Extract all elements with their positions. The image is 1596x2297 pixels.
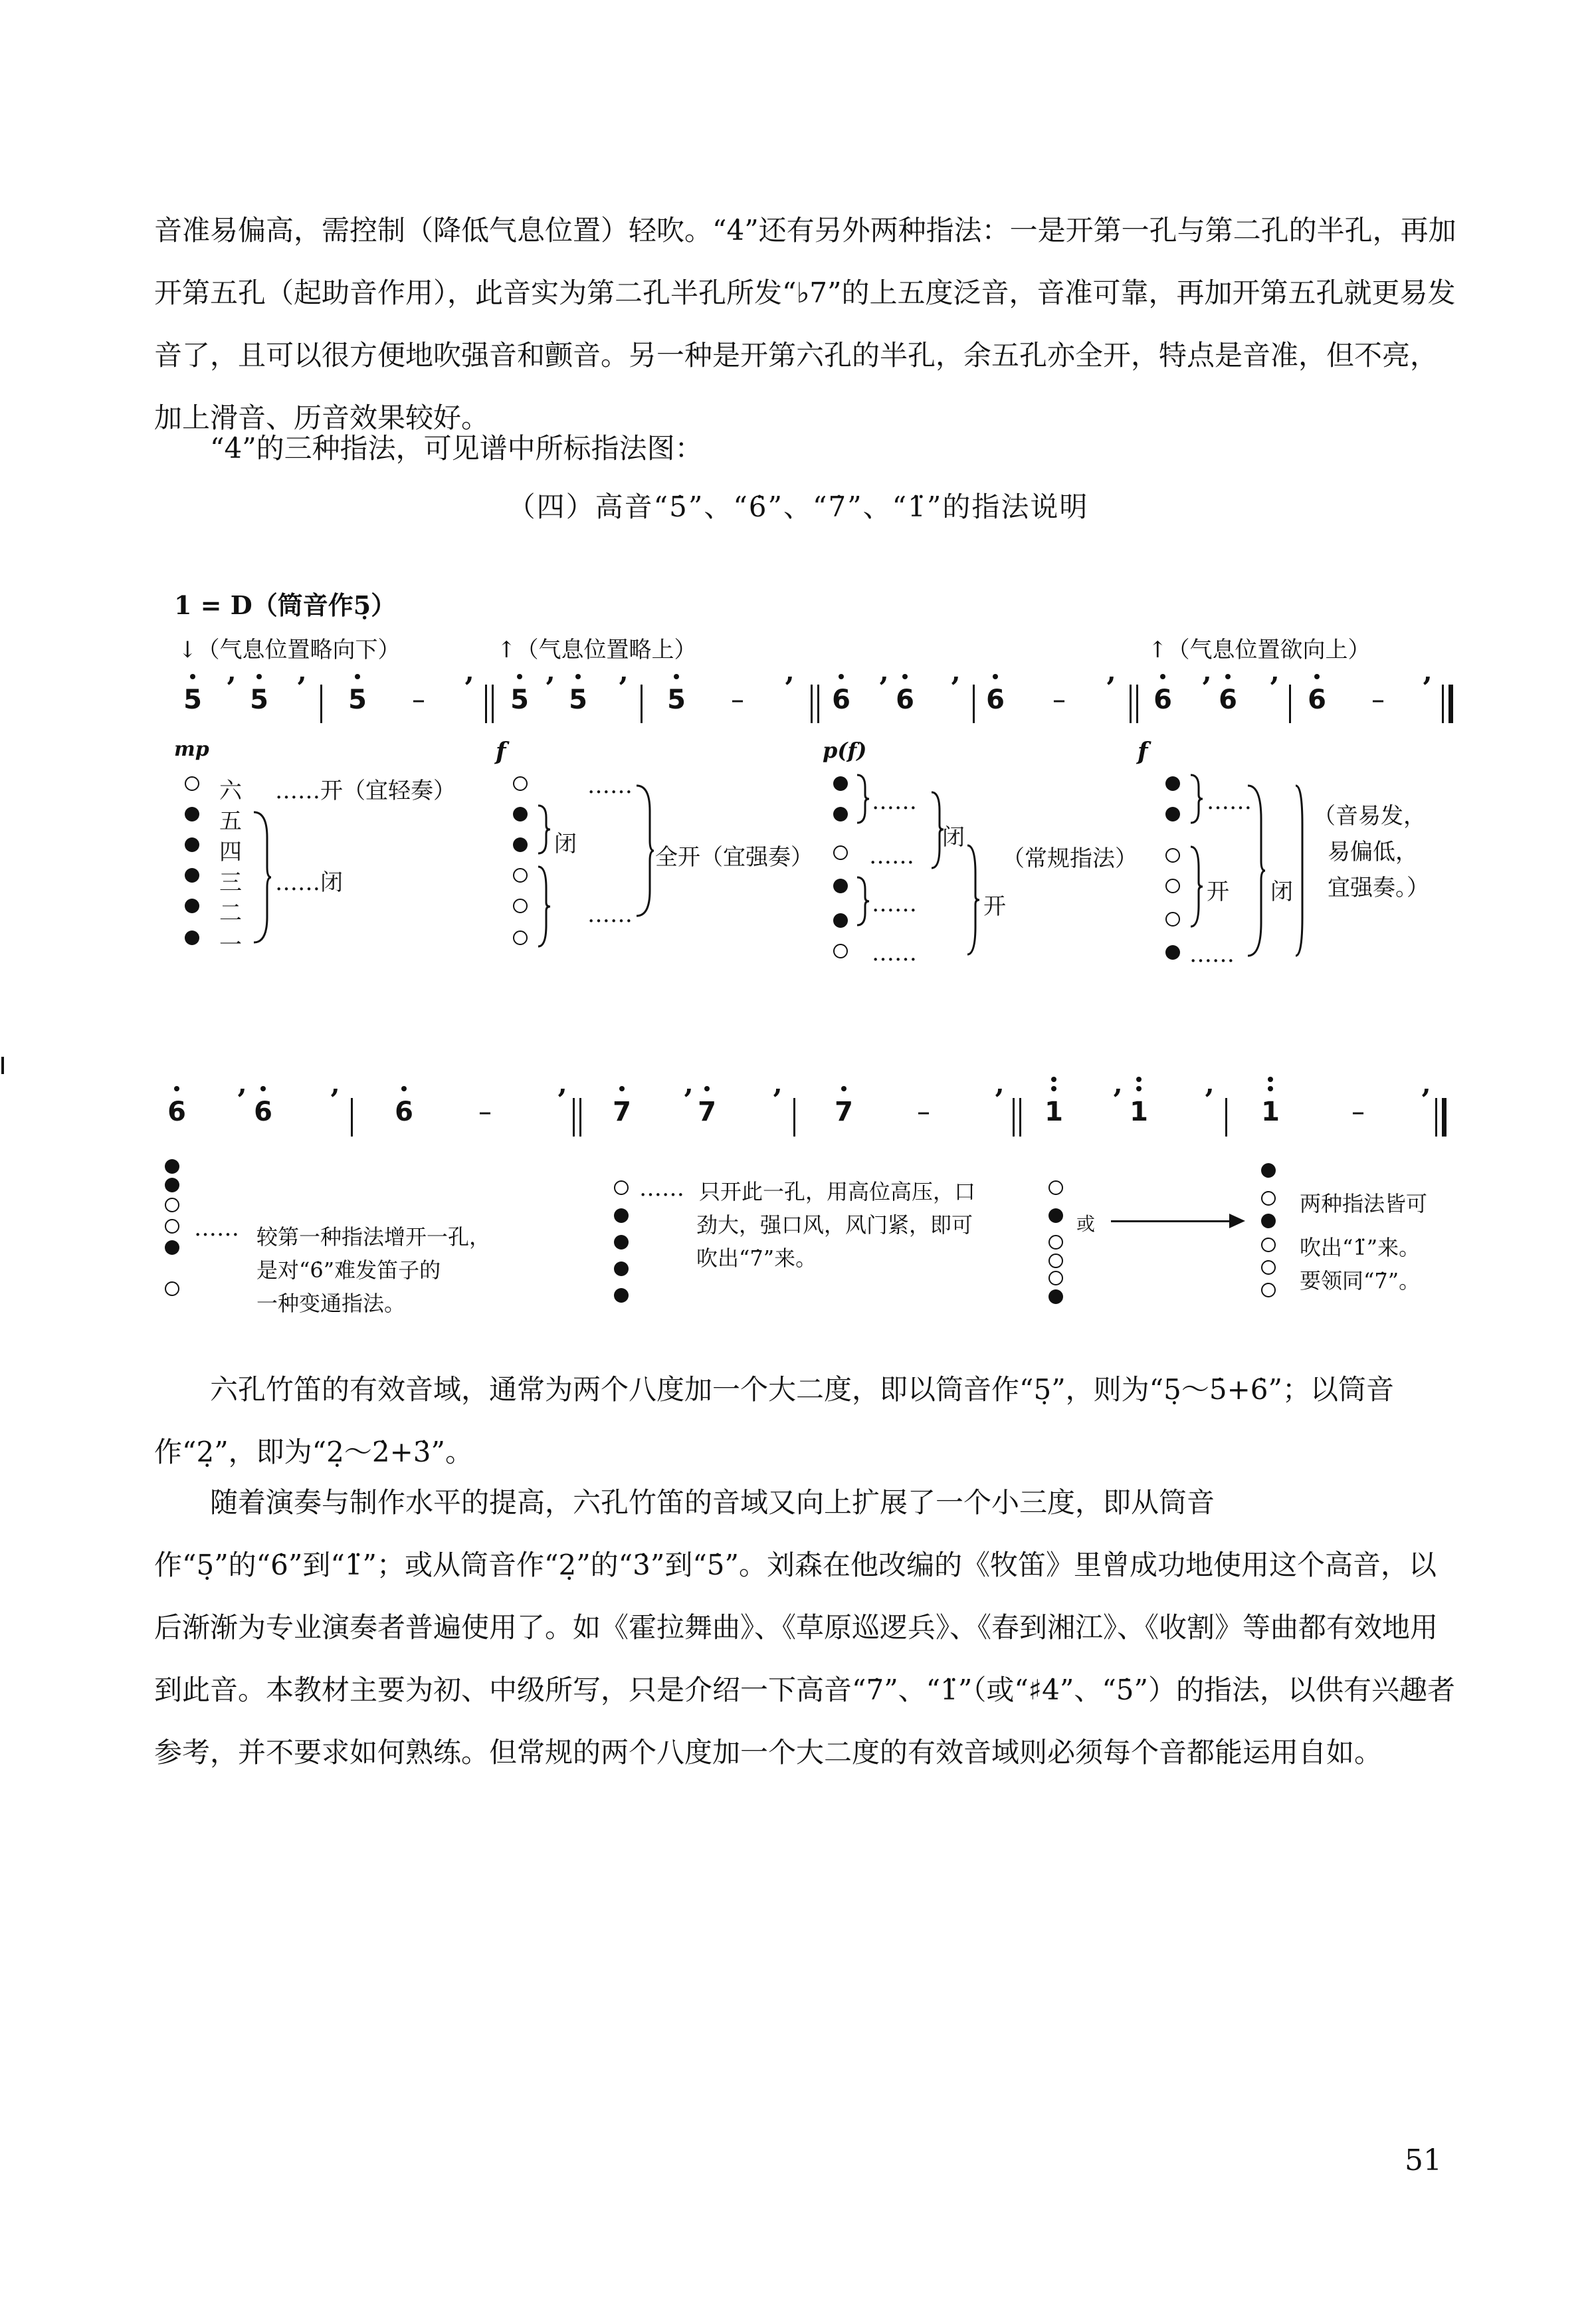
brace-icon (966, 844, 982, 957)
hole-open (833, 845, 848, 860)
sustain-dash: – (731, 685, 744, 715)
fingering-closed-note: 闭 (554, 831, 577, 857)
sustain-dash: – (478, 1097, 492, 1127)
hole-open (513, 930, 528, 945)
hole-closed (1261, 1163, 1276, 1178)
breath-mark: ’ (464, 671, 474, 705)
note-6-high: 6 (892, 685, 918, 715)
bar-line (1442, 685, 1444, 723)
dotted-leader: …… (1207, 788, 1252, 815)
section-heading: （四）高音“5̇”、“6̇”、“7̇”、“1̈”的指法说明 (507, 491, 1089, 523)
dotted-leader: …… (872, 788, 917, 815)
dotted-leader: …… (872, 940, 917, 966)
breath-mark: ’ (1106, 671, 1116, 705)
breath-mark: ’ (545, 671, 555, 705)
bar-line (793, 1098, 795, 1137)
note-7-high: 7 (831, 1097, 857, 1127)
note-6-high: 6 (828, 685, 854, 715)
dotted-leader: …… (1189, 941, 1235, 968)
breath-mark: ’ (1204, 1083, 1215, 1117)
hole-closed (513, 837, 528, 852)
breath-direction-2: ↑（气息位置略上） (497, 637, 697, 663)
hole-closed (185, 868, 199, 883)
hole-closed (165, 1240, 179, 1255)
breath-mark: ’ (994, 1083, 1005, 1117)
dotted-leader: …… (872, 891, 917, 917)
dotted-leader: …… (587, 772, 633, 799)
dotted-leader: …… (869, 843, 914, 869)
fingering-remark: 易偏低， (1328, 839, 1418, 865)
sustain-dash: – (1351, 1097, 1365, 1127)
hole-open (165, 1219, 179, 1234)
note-6-high: 6 (163, 1097, 190, 1127)
hole-open (1165, 848, 1180, 863)
bar-line (492, 685, 494, 723)
note-1-double-high: 1 (1041, 1097, 1067, 1127)
bar-line (1130, 685, 1132, 723)
breath-mark: ’ (1201, 671, 1212, 705)
dynamic-p-f: p(f) (823, 738, 867, 763)
hole-closed (513, 807, 528, 821)
bar-line (811, 685, 813, 723)
hole-label-1: 一 (219, 932, 242, 958)
hole-open (1261, 1238, 1276, 1252)
hole-open (1048, 1235, 1063, 1250)
hole-label-2: 二 (219, 900, 242, 927)
hole-open (1048, 1254, 1063, 1268)
sustain-dash: – (412, 685, 425, 715)
hole-closed (833, 807, 848, 821)
final-bar-line (1442, 1098, 1446, 1137)
note-6-high: 6 (250, 1097, 276, 1127)
breath-mark: ’ (1269, 671, 1280, 705)
hole-label-4: 四 (219, 839, 242, 865)
breath-mark: ’ (237, 1083, 247, 1117)
hole-open (1048, 1180, 1063, 1195)
hole-closed (1048, 1289, 1063, 1304)
hole-label-3: 三 (219, 869, 242, 896)
bar-line (351, 1098, 353, 1137)
breath-mark: ’ (784, 671, 795, 705)
note-5-high: 5 (246, 685, 272, 715)
note-6-high: 6 (982, 685, 1009, 715)
bar-line (485, 685, 487, 723)
final-bar-line (1448, 685, 1453, 723)
hole-label-5: 五 (219, 808, 242, 835)
brace-icon (1294, 784, 1308, 957)
fingering-description: 是对“6̇”难发笛子的 (256, 1258, 441, 1283)
dotted-leader: …… (194, 1215, 239, 1242)
note-5-high: 5 (663, 685, 690, 715)
dotted-leader: …… (639, 1175, 684, 1202)
note-6-high: 6 (1149, 685, 1176, 715)
fingering-remark: 宜强奏。） (1328, 875, 1429, 901)
brace-icon (635, 784, 655, 917)
bar-line (973, 685, 975, 723)
hole-label-6: 六 (219, 778, 242, 804)
hole-open (165, 1198, 179, 1212)
fingering-description: 一种变通指法。 (256, 1291, 406, 1316)
note-7-high: 7 (694, 1097, 720, 1127)
note-5-high: 5 (344, 685, 371, 715)
breath-mark: ’ (1421, 1083, 1431, 1117)
bar-line (1289, 685, 1291, 723)
bar-line (579, 1098, 581, 1137)
hole-closed (614, 1261, 629, 1276)
bar-line (1136, 685, 1138, 723)
hole-closed (833, 776, 848, 791)
brace-icon (856, 876, 872, 927)
paragraph-range: 六孔竹笛的有效音域，通常为两个八度加一个大二度，即以筒音作“5̣”，则为“5̣～5̇+6̇”；以筒音作“2̣”，即为“2̣～2̇+3̇”。 (154, 1373, 1394, 1468)
paragraph-fingering-notes: 音准易偏高，需控制（降低气息位置）轻吹。“4̇”还有另外两种指法：一是开第一孔与第二孔的半孔，再加开第五孔（起助音作用），此音实为第二孔半孔所发“♭7”的上五度泛音，音准可靠，再加开第五孔就更易发音了，且可以很方便地吹强音和颤音。另一种是开第六孔的半孔，余五孔亦全开，特点是音准，但不亮，加上滑音、历音效果较好。 (154, 214, 1456, 434)
fingering-description: 只开此一孔，用高位高压，口 (699, 1179, 976, 1204)
hole-open (513, 899, 528, 913)
hole-closed (1165, 776, 1180, 791)
brace-icon (1189, 845, 1205, 928)
bar-line (641, 685, 643, 723)
margin-mark (1, 1057, 4, 1074)
breath-mark: ’ (226, 671, 237, 705)
dotted-leader: …… (587, 901, 633, 928)
hole-open (614, 1180, 629, 1195)
hole-closed (833, 913, 848, 928)
paragraph-three-fingerings: “4̇”的三种指法，可见谱中所标指法图： (210, 432, 703, 465)
hole-closed (614, 1288, 629, 1303)
fingering-open-note: 开 (1207, 879, 1229, 905)
brace-icon (537, 865, 553, 948)
hole-open (1048, 1271, 1063, 1285)
fingering-description: 吹出“1̈”来。 (1300, 1235, 1421, 1260)
hole-closed (185, 807, 199, 821)
hole-open (1261, 1191, 1276, 1206)
fingering-description: 吹出“7̇”来。 (696, 1246, 817, 1271)
breath-mark: ’ (1112, 1083, 1123, 1117)
sustain-dash: – (1052, 685, 1066, 715)
bar-line (817, 685, 819, 723)
dynamic-f: f (496, 738, 506, 766)
breath-mark: ’ (1422, 671, 1433, 705)
arrow-line (1111, 1220, 1233, 1222)
hole-open (1165, 912, 1180, 927)
fingering-open-note: 开 (983, 893, 1006, 920)
hole-closed (1261, 1214, 1276, 1228)
note-6-high: 6 (1215, 685, 1241, 715)
hole-closed (165, 1159, 179, 1174)
bar-line (1013, 1098, 1015, 1137)
hole-open (833, 944, 848, 958)
hole-closed (614, 1235, 629, 1250)
hole-closed (1048, 1208, 1063, 1223)
hole-open (1261, 1260, 1276, 1275)
note-6-high: 6 (391, 1097, 417, 1127)
note-5-high: 5 (179, 685, 206, 715)
hole-closed (185, 899, 199, 913)
breath-mark: ’ (618, 671, 629, 705)
brace-icon (537, 804, 553, 855)
note-1-double-high: 1 (1257, 1097, 1284, 1127)
bar-line (573, 1098, 575, 1137)
bar-line (1019, 1098, 1021, 1137)
paragraph-extended-range: 随着演奏与制作水平的提高，六孔竹笛的音域又向上扩展了一个小三度，即从筒音作“5̣”的“6̇”到“1̈”；或从筒音作“2̣”的“3̇”到“5̇”。刘森在他改编的《牧笛》里曾成功地使用这个高音，以后渐渐为专业演奏者普遍使用了。如《霍拉舞曲》、《草原巡逻兵》、《春到湘江》、《收割》等曲都有效地用到此音。本教材主要为初、中级所写，只是介绍一下高音“7̇”、“1̈”（或“♯4̇”、“5̇”）的指法，以供有兴趣者参考，并不要求如何熟练。但常规的两个八度加一个大二度的有效音域则必须每个音都能运用自如。 (154, 1486, 1455, 1769)
note-6-high: 6 (1304, 685, 1330, 715)
hole-closed (185, 837, 199, 852)
hole-closed (1165, 807, 1180, 821)
hole-closed (1165, 945, 1180, 960)
hole-closed (833, 879, 848, 893)
page-number: 51 (1405, 2143, 1442, 2177)
breath-mark: ’ (950, 671, 961, 705)
hole-closed (165, 1178, 179, 1192)
bar-line (320, 685, 322, 723)
key-signature: 1 = D（筒音作5̣） (174, 590, 397, 620)
bar-line (1225, 1098, 1227, 1137)
note-5-high: 5 (506, 685, 533, 715)
arrow-right-icon (1229, 1214, 1245, 1228)
breath-mark: ’ (683, 1083, 694, 1117)
fingering-description: 劲大，强口风，风门紧，即可 (696, 1212, 973, 1238)
hole-open (1261, 1283, 1276, 1297)
breath-direction-3: ↑（气息位置欲向上） (1148, 637, 1371, 663)
hole-open (513, 868, 528, 883)
breath-mark: ’ (772, 1083, 783, 1117)
fingering-description: 两种指法皆可 (1300, 1191, 1428, 1216)
fingering-description: 较第一种指法增开一孔， (256, 1224, 491, 1250)
hole-closed (185, 930, 199, 945)
sustain-dash: – (917, 1097, 930, 1127)
fingering-open-note: ……开（宜轻奏） (275, 778, 456, 804)
dynamic-f: f (1138, 738, 1148, 766)
hole-open (1165, 879, 1180, 893)
brace-icon (856, 774, 872, 824)
fingering-open-all-note: 全开（宜强奏） (655, 844, 813, 871)
hole-open (185, 776, 199, 791)
hole-open (165, 1281, 179, 1296)
fingering-remark: （音易发， (1313, 803, 1426, 829)
fingering-regular-note: （常规指法） (1002, 845, 1138, 872)
breath-mark: ’ (296, 671, 307, 705)
dynamic-mp: mp (174, 738, 209, 761)
fingering-closed-note: 闭 (942, 824, 965, 851)
breath-mark: ’ (330, 1083, 340, 1117)
breath-mark: ’ (557, 1083, 567, 1117)
or-label: 或 (1076, 1213, 1096, 1235)
note-7-high: 7 (609, 1097, 635, 1127)
breath-mark: ’ (878, 671, 889, 705)
fingering-description: 要领同“7̇”。 (1300, 1268, 1421, 1293)
hole-open (513, 776, 528, 791)
brace-icon (252, 811, 272, 944)
fingering-closed-note: ……闭 (275, 869, 343, 896)
hole-closed (614, 1208, 629, 1223)
breath-direction-1: ↓（气息位置略向下） (178, 637, 401, 663)
brace-icon (1247, 784, 1266, 957)
bar-line (1435, 1098, 1437, 1137)
fingering-closed-note: 闭 (1270, 879, 1293, 905)
note-1-double-high: 1 (1126, 1097, 1152, 1127)
brace-icon (1189, 774, 1205, 824)
sustain-dash: – (1371, 685, 1385, 715)
note-5-high: 5 (565, 685, 591, 715)
